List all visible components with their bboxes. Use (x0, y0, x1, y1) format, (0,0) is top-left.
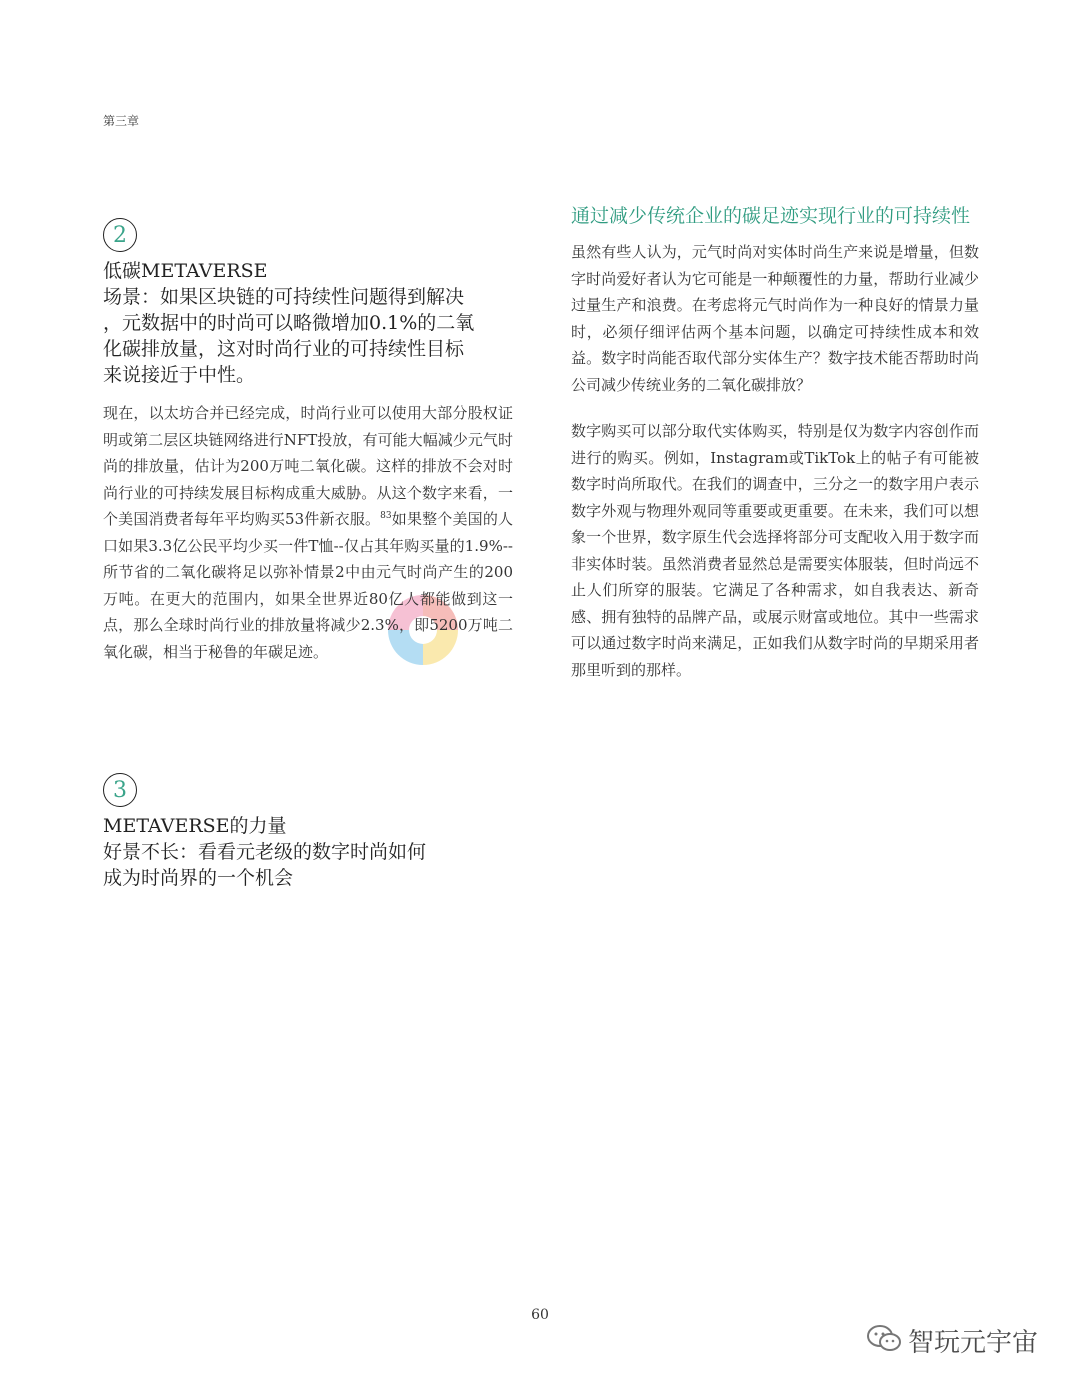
section-number-badge: 3 (103, 773, 137, 807)
body-text-part-a: 现在，以太坊合并已经完成，时尚行业可以使用大部分股权证明或第二层区块链网络进行NFT投放，有可能大幅减少元气时尚的排放量，估计为200万吨二氧化碳。这样的排放不会对时尚行业的可持续发展目标构成重大威胁。从这个数字来看，一个美国消费者每年平均购买53件新衣服。 (103, 404, 513, 528)
section-number-badge: 2 (103, 218, 137, 252)
chapter-label: 第三章 (103, 114, 140, 128)
brand-name: 智玩元宇宙 (908, 1328, 1039, 1358)
section-3 (103, 773, 513, 891)
section-heading: 低碳METAVERSE 场景：如果区块链的可持续性问题得到解决 ，元数据中的时尚可以略微增加0.1%的二氧 化碳排放量，这对时尚行业的可持续性目标 来说接近于中性。 (103, 260, 475, 386)
section-2 (103, 218, 513, 665)
right-column (571, 203, 979, 683)
section-heading: METAVERSE的力量 好景不长：看看元老级的数字时尚如何 成为时尚界的一个机会 (103, 815, 427, 889)
paragraph: 数字购买可以部分取代实体购买，特别是仅为数字内容创作而进行的购买。例如，Instagram或TikTok上的帖子有可能被数字时尚所取代。在我们的调查中，三分之一的数字用户表示数字外观与物理外观同等重要或更重要。在未来，我们可以想象一个世界，数字原生代会选择将部分可支配收入用于数字而非实体时装。虽然消费者显然总是需要实体服装，但时尚远不止人们所穿的服装。它满足了各种需求，如自我表达、新奇感、拥有独特的品牌产品，或展示财富或地位。其中一些需求可以通过数字时尚来满足，正如我们从数字时尚的早期采用者那里听到的那样。 (571, 422, 979, 679)
footer-brand (866, 1322, 1038, 1359)
right-column-title: 通过减少传统企业的碳足迹实现行业的可持续性 (571, 205, 971, 227)
page-number: 60 (531, 1307, 549, 1323)
footnote-marker[interactable]: 83 (380, 511, 392, 521)
section-body (103, 400, 513, 665)
wechat-icon (866, 1324, 902, 1358)
body-text-part-b: 如果整个美国的人口如果3.3亿公民平均少买一件T恤--仅占其年购买量的1.9%--所节省的二氧化碳将足以弥补情景2中由元气时尚产生的200万吨。在更大的范围内，如果全世界近80亿人都能做到这一点，那么全球时尚行业的排放量将减少2.3%，即5200万吨二氧化碳，相当于秘鲁的年碳足迹。 (103, 510, 513, 661)
paragraph: 虽然有些人认为，元气时尚对实体时尚生产来说是增量，但数字时尚爱好者认为它可能是一种颠覆性的力量，帮助行业减少过量生产和浪费。在考虑将元气时尚作为一种良好的情景力量时，必须仔细评估两个基本问题，以确定可持续性成本和效益。数字时尚能否取代部分实体生产？数字技术能否帮助时尚公司减少传统业务的二氧化碳排放？ (571, 243, 979, 394)
